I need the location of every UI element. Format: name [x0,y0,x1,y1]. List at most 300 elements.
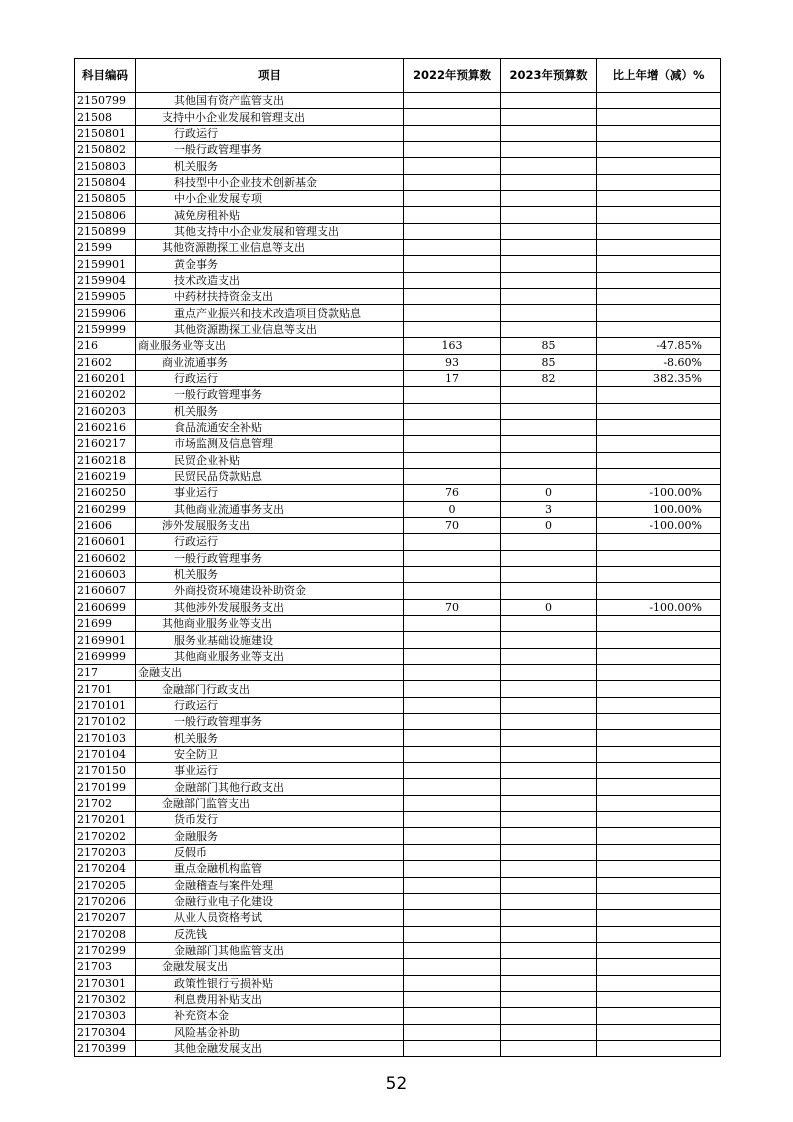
row-code: 2170399 [75,1040,136,1056]
table-row [75,158,721,174]
row-budget-2023 [501,191,597,207]
row-item: 反假币 [136,844,404,860]
row-budget-2023: 0 [501,517,597,533]
row-item: 安全防卫 [136,746,404,762]
row-change [597,828,721,844]
row-budget-2022 [404,861,501,877]
row-code: 2159901 [75,256,136,272]
row-budget-2023 [501,387,597,403]
row-code: 2170150 [75,763,136,779]
table-row [75,240,721,256]
row-code: 2169999 [75,648,136,664]
row-change: -8.60% [597,354,721,370]
row-item: 机关服务 [136,158,404,174]
row-change [597,305,721,321]
row-budget-2023: 82 [501,370,597,386]
row-budget-2023 [501,861,597,877]
row-code: 2160219 [75,468,136,484]
row-code: 2170304 [75,1024,136,1040]
row-budget-2023 [501,289,597,305]
table-row [75,812,721,828]
row-item: 行政运行 [136,697,404,713]
row-code: 2160216 [75,419,136,435]
row-budget-2023 [501,1040,597,1056]
row-change [597,583,721,599]
row-budget-2022 [404,910,501,926]
row-budget-2023 [501,109,597,125]
row-code: 2160218 [75,452,136,468]
table-row [75,763,721,779]
row-budget-2022 [404,926,501,942]
row-budget-2022 [404,109,501,125]
row-budget-2022 [404,550,501,566]
table-row [75,223,721,239]
row-budget-2023 [501,730,597,746]
table-row [75,534,721,550]
row-item: 减免房租补贴 [136,207,404,223]
row-budget-2023 [501,763,597,779]
row-budget-2023 [501,272,597,288]
row-code: 21703 [75,959,136,975]
table-row [75,681,721,697]
row-item: 一般行政管理事务 [136,387,404,403]
row-change [597,468,721,484]
row-change [597,452,721,468]
row-budget-2022 [404,207,501,223]
row-change [597,861,721,877]
table-row [75,174,721,190]
row-budget-2023 [501,697,597,713]
row-change [597,975,721,991]
row-change [597,403,721,419]
header-row [75,59,721,93]
row-change [597,125,721,141]
row-budget-2023 [501,534,597,550]
row-code: 2160201 [75,370,136,386]
row-code: 2150801 [75,125,136,141]
row-budget-2023 [501,468,597,484]
table-row [75,861,721,877]
row-budget-2023 [501,550,597,566]
table-row [75,975,721,991]
table-row [75,321,721,337]
row-item: 中小企业发展专项 [136,191,404,207]
row-budget-2022 [404,681,501,697]
row-item: 服务业基础设施建设 [136,632,404,648]
row-budget-2023 [501,812,597,828]
row-budget-2023: 85 [501,338,597,354]
row-change [597,926,721,942]
row-budget-2022 [404,1008,501,1024]
table-row [75,354,721,370]
row-budget-2022 [404,959,501,975]
row-item: 金融行业电子化建设 [136,893,404,909]
row-budget-2022 [404,223,501,239]
table-row [75,844,721,860]
row-code: 2160607 [75,583,136,599]
row-budget-2022 [404,191,501,207]
row-item: 民贸企业补贴 [136,452,404,468]
row-item: 其他资源勘探工业信息等支出 [136,321,404,337]
row-item: 其他支持中小企业发展和管理支出 [136,223,404,239]
row-item: 行政运行 [136,370,404,386]
row-code: 21599 [75,240,136,256]
row-code: 2170205 [75,877,136,893]
row-change: -100.00% [597,517,721,533]
table-row [75,191,721,207]
row-change [597,893,721,909]
row-item: 金融部门行政支出 [136,681,404,697]
row-budget-2022: 70 [404,517,501,533]
row-item: 金融部门其他监管支出 [136,942,404,958]
table-row [75,893,721,909]
row-item: 其他商业服务业等支出 [136,648,404,664]
row-budget-2022 [404,632,501,648]
row-budget-2023 [501,223,597,239]
row-code: 2160601 [75,534,136,550]
row-budget-2022 [404,272,501,288]
table-row [75,746,721,762]
header-budget-2023: 2023年预算数 [501,59,597,93]
table-row [75,403,721,419]
row-code: 2159906 [75,305,136,321]
row-change [597,436,721,452]
row-budget-2023 [501,207,597,223]
row-item: 其他资源勘探工业信息等支出 [136,240,404,256]
row-change: 100.00% [597,501,721,517]
table-row [75,305,721,321]
table-row [75,795,721,811]
row-change [597,158,721,174]
row-code: 2170299 [75,942,136,958]
row-budget-2023 [501,942,597,958]
row-budget-2023 [501,1024,597,1040]
table-body [75,93,721,1057]
row-change [597,844,721,860]
row-item: 黄金事务 [136,256,404,272]
row-change [597,566,721,582]
row-code: 2170206 [75,893,136,909]
row-budget-2023 [501,877,597,893]
row-budget-2023 [501,305,597,321]
row-change [597,191,721,207]
row-code: 2150805 [75,191,136,207]
row-budget-2023 [501,926,597,942]
row-change [597,289,721,305]
row-code: 2160699 [75,599,136,615]
table-row [75,1008,721,1024]
row-code: 2170207 [75,910,136,926]
row-item: 利息费用补贴支出 [136,991,404,1007]
row-budget-2022: 163 [404,338,501,354]
row-code: 21701 [75,681,136,697]
row-code: 2160202 [75,387,136,403]
row-code: 21508 [75,109,136,125]
row-change [597,419,721,435]
table-row [75,665,721,681]
row-change [597,665,721,681]
row-code: 21602 [75,354,136,370]
row-budget-2022: 70 [404,599,501,615]
row-change [597,321,721,337]
table-row [75,272,721,288]
row-change [597,959,721,975]
row-code: 2170102 [75,714,136,730]
row-item: 一般行政管理事务 [136,714,404,730]
row-budget-2023 [501,174,597,190]
table-row [75,632,721,648]
row-code: 216 [75,338,136,354]
row-change [597,550,721,566]
row-change: 382.35% [597,370,721,386]
row-budget-2023 [501,452,597,468]
row-item: 重点金融机构监管 [136,861,404,877]
row-budget-2022 [404,1024,501,1040]
row-code: 2159905 [75,289,136,305]
row-budget-2022 [404,942,501,958]
row-change [597,174,721,190]
row-item: 金融部门监管支出 [136,795,404,811]
row-item: 金融支出 [136,665,404,681]
table-row [75,256,721,272]
row-budget-2022 [404,877,501,893]
row-item: 其他涉外发展服务支出 [136,599,404,615]
row-budget-2023 [501,844,597,860]
row-budget-2022 [404,387,501,403]
row-budget-2022 [404,1040,501,1056]
row-change [597,1024,721,1040]
row-item: 其他商业服务业等支出 [136,616,404,632]
row-budget-2022 [404,648,501,664]
row-code: 2150899 [75,223,136,239]
row-budget-2023 [501,746,597,762]
header-code: 科目编码 [75,59,136,93]
row-budget-2023 [501,93,597,109]
row-item: 金融稽查与案件处理 [136,877,404,893]
table-row [75,926,721,942]
row-budget-2022: 76 [404,485,501,501]
table-row [75,468,721,484]
row-budget-2023: 3 [501,501,597,517]
row-code: 217 [75,665,136,681]
table-row [75,959,721,975]
table-row [75,583,721,599]
row-budget-2023: 0 [501,485,597,501]
row-budget-2022 [404,158,501,174]
row-change: -100.00% [597,485,721,501]
row-change [597,616,721,632]
row-code: 2150802 [75,142,136,158]
table-row [75,714,721,730]
row-budget-2022 [404,289,501,305]
header-budget-2022: 2022年预算数 [404,59,501,93]
table-row [75,828,721,844]
row-budget-2023 [501,648,597,664]
row-change: -100.00% [597,599,721,615]
row-change [597,648,721,664]
row-budget-2022 [404,665,501,681]
row-item: 金融部门其他行政支出 [136,779,404,795]
row-change [597,632,721,648]
table-row [75,419,721,435]
row-change [597,779,721,795]
table-row [75,566,721,582]
row-budget-2023 [501,240,597,256]
table-row [75,648,721,664]
row-item: 机关服务 [136,566,404,582]
table-row [75,910,721,926]
table-row [75,387,721,403]
row-budget-2023 [501,959,597,975]
row-item: 市场监测及信息管理 [136,436,404,452]
row-budget-2023 [501,321,597,337]
row-budget-2023 [501,256,597,272]
row-code: 2150803 [75,158,136,174]
row-budget-2022 [404,697,501,713]
row-code: 2150799 [75,93,136,109]
row-code: 2170101 [75,697,136,713]
row-change [597,93,721,109]
row-code: 2170104 [75,746,136,762]
table-row [75,338,721,354]
row-change [597,714,721,730]
row-budget-2022 [404,321,501,337]
row-item: 外商投资环境建设补助资金 [136,583,404,599]
table-row [75,697,721,713]
row-item: 商业流通事务 [136,354,404,370]
row-item: 中药材扶持资金支出 [136,289,404,305]
row-change [597,240,721,256]
row-item: 技术改造支出 [136,272,404,288]
row-code: 2170302 [75,991,136,1007]
row-item: 其他金融发展支出 [136,1040,404,1056]
row-budget-2022 [404,763,501,779]
row-code: 2169901 [75,632,136,648]
row-code: 2160603 [75,566,136,582]
page-number: 52 [385,1074,408,1094]
row-item: 机关服务 [136,730,404,746]
table-row [75,436,721,452]
row-item: 事业运行 [136,485,404,501]
row-code: 2160217 [75,436,136,452]
row-budget-2022 [404,975,501,991]
row-change [597,763,721,779]
row-budget-2022: 93 [404,354,501,370]
row-item: 科技型中小企业技术创新基金 [136,174,404,190]
row-item: 行政运行 [136,125,404,141]
row-budget-2022 [404,991,501,1007]
row-item: 其他国有资产监管支出 [136,93,404,109]
row-budget-2023 [501,125,597,141]
row-change [597,910,721,926]
row-code: 2160602 [75,550,136,566]
row-code: 21606 [75,517,136,533]
row-change [597,812,721,828]
row-code: 2170303 [75,1008,136,1024]
table-row [75,1040,721,1056]
table-row [75,517,721,533]
row-item: 食品流通安全补贴 [136,419,404,435]
row-budget-2023 [501,910,597,926]
row-item: 支持中小企业发展和管理支出 [136,109,404,125]
row-budget-2022 [404,746,501,762]
row-budget-2022 [404,403,501,419]
row-budget-2022 [404,583,501,599]
table-row [75,991,721,1007]
row-code: 2170204 [75,861,136,877]
table-row [75,501,721,517]
row-change [597,942,721,958]
row-budget-2022 [404,174,501,190]
row-change [597,681,721,697]
row-budget-2023 [501,828,597,844]
row-change [597,387,721,403]
row-budget-2023 [501,681,597,697]
row-budget-2023 [501,436,597,452]
row-budget-2023 [501,975,597,991]
budget-table [74,58,721,1057]
row-budget-2022 [404,240,501,256]
row-budget-2023 [501,616,597,632]
row-change [597,991,721,1007]
row-budget-2023 [501,142,597,158]
row-change [597,207,721,223]
table-row [75,142,721,158]
row-budget-2023 [501,893,597,909]
row-code: 2170203 [75,844,136,860]
row-budget-2023 [501,1008,597,1024]
table-row [75,370,721,386]
row-code: 2160203 [75,403,136,419]
row-item: 重点产业振兴和技术改造项目贷款贴息 [136,305,404,321]
row-budget-2022 [404,730,501,746]
row-change [597,223,721,239]
row-item: 行政运行 [136,534,404,550]
row-budget-2023 [501,583,597,599]
row-budget-2023: 0 [501,599,597,615]
row-code: 2170301 [75,975,136,991]
table-row [75,599,721,615]
row-change [597,1040,721,1056]
row-item: 涉外发展服务支出 [136,517,404,533]
row-budget-2022 [404,828,501,844]
row-code: 2159999 [75,321,136,337]
row-budget-2023 [501,632,597,648]
table-row [75,1024,721,1040]
row-change [597,730,721,746]
row-budget-2023 [501,158,597,174]
table-row [75,485,721,501]
row-budget-2023 [501,665,597,681]
row-code: 2170208 [75,926,136,942]
row-budget-2022 [404,616,501,632]
row-item: 一般行政管理事务 [136,550,404,566]
table-row [75,289,721,305]
row-item: 补充资本金 [136,1008,404,1024]
row-code: 21702 [75,795,136,811]
row-budget-2023 [501,403,597,419]
row-budget-2023 [501,779,597,795]
row-budget-2022 [404,93,501,109]
row-budget-2022 [404,893,501,909]
row-budget-2022 [404,566,501,582]
row-budget-2023 [501,795,597,811]
header-change: 比上年增（减）% [597,59,721,93]
row-code: 2150804 [75,174,136,190]
row-item: 民贸民品贷款贴息 [136,468,404,484]
row-item: 商业服务业等支出 [136,338,404,354]
row-item: 从业人员资格考试 [136,910,404,926]
